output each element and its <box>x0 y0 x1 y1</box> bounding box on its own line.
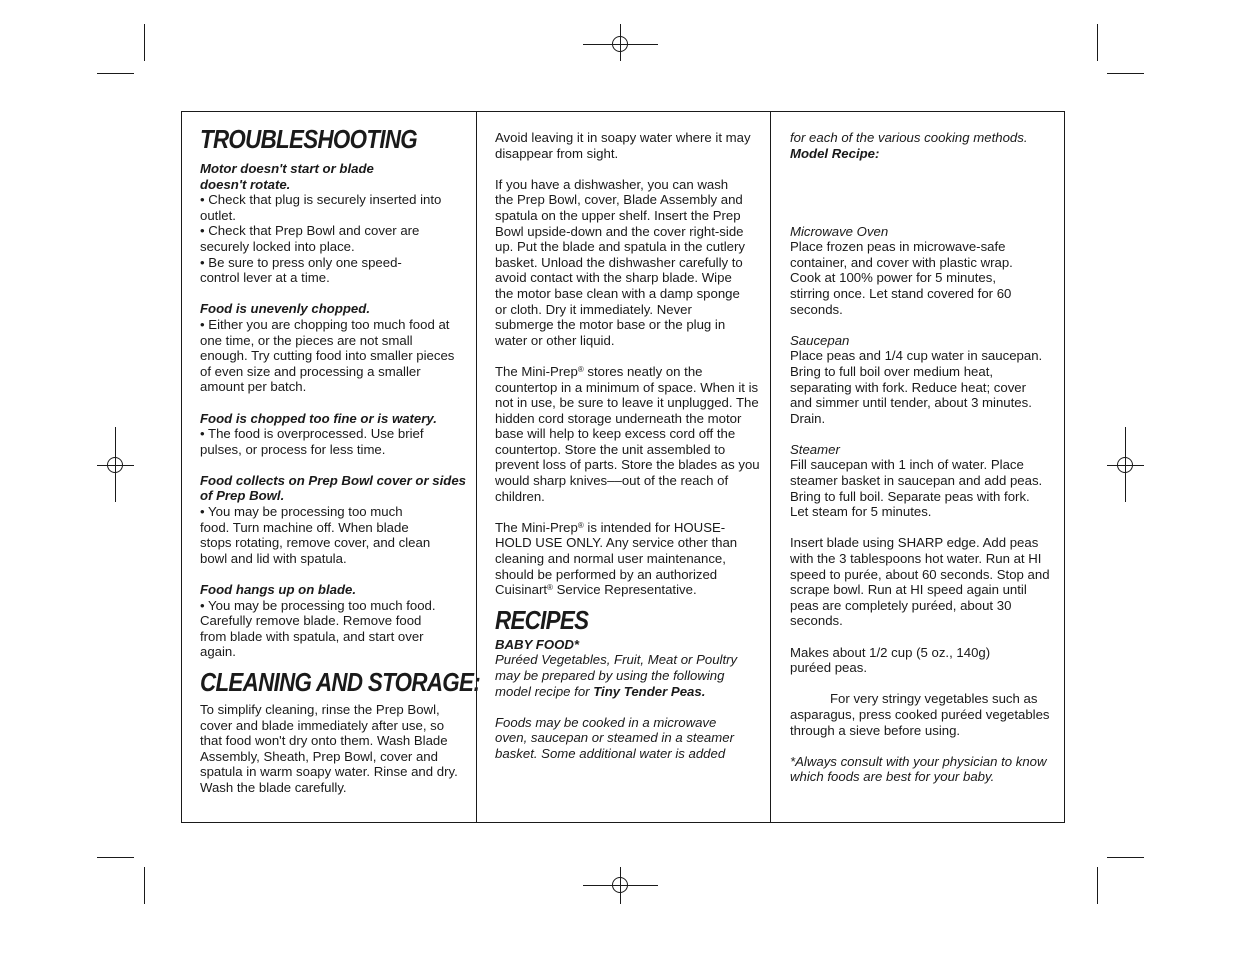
registration-circle <box>612 36 628 52</box>
trouble-heading: Food collects on Prep Bowl cover or sides of Prep Bowl. <box>200 472 467 504</box>
cleaning-text: Service Representative. <box>552 582 697 598</box>
document-panel <box>181 111 1065 823</box>
crop-mark <box>1097 867 1098 904</box>
method-text: Place peas and 1/4 cup water in saucepan. Bring to full boil over medium heat, separating with fork. Reduce heat; cover and simmer until tender, about 3 minutes. Drain. <box>790 348 1043 426</box>
method-name: Microwave Oven <box>790 223 889 239</box>
registration-circle <box>107 457 123 473</box>
product-name: The Mini-Prep <box>495 363 578 379</box>
method-name: Saucepan <box>790 332 850 348</box>
trouble-line: • Check that plug is securely inserted into outlet. <box>200 192 442 223</box>
method-text: Fill saucepan with 1 inch of water. Place steamer basket in saucepan and add peas. Bring to full boil. Separate peas with fork. Let steam for 5 minutes. <box>790 457 1043 520</box>
trouble-item <box>200 473 466 567</box>
trouble-line: • Either you are chopping too much food at one time, or the pieces are not small enough. Try cutting food into smaller pieces of even size and processing a smaller amount per batch. <box>200 316 455 395</box>
trouble-heading: Food is unevenly chopped. <box>200 301 370 317</box>
recipes-cook-note-cont: for each of the various cooking methods. <box>790 130 1028 145</box>
crop-mark <box>97 73 134 74</box>
physician-note: *Always consult with your physician to know which foods are best for your baby. <box>790 753 1047 785</box>
trouble-item <box>200 301 466 395</box>
trouble-line: • Be sure to press only one speed-control lever at a time. <box>200 254 402 286</box>
crop-mark <box>144 24 145 61</box>
trouble-line: • You may be processing too much food. Turn machine off. When blade stops rotating, remove cover, and clean bowl and lid with spatula. <box>200 504 431 566</box>
cleaning-paragraph <box>495 520 745 598</box>
registered-mark: ® <box>577 364 584 374</box>
crop-mark <box>1097 24 1098 61</box>
method-text: Place frozen peas in microwave-safe container, and cover with plastic wrap. Cook at 100% power for 5 minutes, stirring once. Let stand covered for 60 seconds. <box>790 239 1013 317</box>
recipe-tip: For very stringy vegetables such as asparagus, press cooked puréed vegetables through a sieve before using. <box>790 691 1050 738</box>
registered-mark: ® <box>547 583 553 593</box>
cleaning-paragraph <box>495 364 760 504</box>
cleaning-text: is intended for HOUSE-HOLD USE ONLY. Any service other than cleaning and normal user maintenance, should be performed by an authorized Cuisinart <box>495 519 738 598</box>
trouble-item <box>200 411 466 458</box>
trouble-line: • Check that Prep Bowl and cover are securely locked into place. <box>200 223 420 254</box>
troubleshooting-title: TROUBLESHOOTING <box>200 124 418 154</box>
recipe-yield: Makes about 1/2 cup (5 oz., 140g) puréed peas. <box>790 644 991 676</box>
trouble-heading: Motor doesn't start or blade doesn't rotate. <box>200 161 374 192</box>
registration-circle <box>612 877 628 893</box>
registration-circle <box>1117 457 1133 473</box>
product-name: The Mini-Prep <box>495 519 578 535</box>
recipes-intro-text: Puréed Vegetables, Fruit, Meat or Poultry may be prepared by using the following model recipe for <box>495 652 738 699</box>
cleaning-paragraph: Avoid leaving it in soapy water where it may disappear from sight. <box>495 130 751 161</box>
recipes-cook-note: Foods may be cooked in a microwave oven, saucepan or steamed in a steamer basket. Some additional water is added <box>495 714 734 761</box>
trouble-heading: Food hangs up on blade. <box>200 582 357 598</box>
registered-mark: ® <box>577 520 584 530</box>
crop-mark <box>1107 73 1144 74</box>
cleaning-paragraph: If you have a dishwasher, you can wash the Prep Bowl, cover, Blade Assembly and spatula on the upper shelf. Insert the Prep Bowl upside-down and the cover right-side up. Put the blade and spatula in the cutlery basket. Unload the dishwasher carefully to avoid contact with the sharp blade. Wipe the motor base clean with a damp sponge or cloth. Dry it immediately. Never submerge the motor base or the plug in water or other liquid. <box>495 176 746 348</box>
crop-mark <box>1107 857 1144 858</box>
crop-mark <box>144 867 145 904</box>
column-troubleshooting <box>182 112 480 822</box>
trouble-line: • You may be processing too much food. Carefully remove blade. Remove food from blade with spatula, and start over again. <box>200 597 436 660</box>
model-recipe-label: Model Recipe: <box>790 145 880 161</box>
trouble-line: • The food is overprocessed. Use brief pulses, or process for less time. <box>200 426 424 457</box>
trouble-heading: Food is chopped too fine or is watery. <box>200 410 437 426</box>
crop-mark <box>97 857 134 858</box>
cleaning-text: stores neatly on the countertop in a minimum of space. When it is not in use, be sure to leave it unplugged. The hidden cord storage underneath the motor base will help to keep excess cord off the countertop. Store the unit assembled to prevent loss of parts. Store the blades as you would sharp knives––out of the reach of children. <box>495 363 760 504</box>
cleaning-paragraph: To simplify cleaning, rinse the Prep Bowl, cover and blade immediately after use, so that food won't dry onto them. Wash Blade Assembly, Sheath, Prep Bowl, cover and spatula in warm soapy water. Rinse and dry. Wash the blade carefully. <box>200 702 458 795</box>
blend-instructions: Insert blade using SHARP edge. Add peas with the 3 tablespoons hot water. Run at HI speed to purée, about 60 seconds. Stop and scrape bowl. Run at HI speed again until peas are completely puréed, about 30 seconds. <box>790 535 1050 629</box>
cleaning-title: CLEANING AND STORAGE: <box>200 667 480 697</box>
recipes-title: RECIPES <box>495 604 589 635</box>
method-name: Steamer <box>790 441 840 457</box>
recipe-name: Tiny Tender Peas. <box>593 683 706 699</box>
recipes-subtitle: BABY FOOD* <box>495 636 580 652</box>
recipes-intro <box>495 652 750 699</box>
trouble-item <box>200 161 466 286</box>
column-cleaning <box>477 112 771 822</box>
column-recipe <box>771 112 1064 822</box>
trouble-item <box>200 582 466 660</box>
